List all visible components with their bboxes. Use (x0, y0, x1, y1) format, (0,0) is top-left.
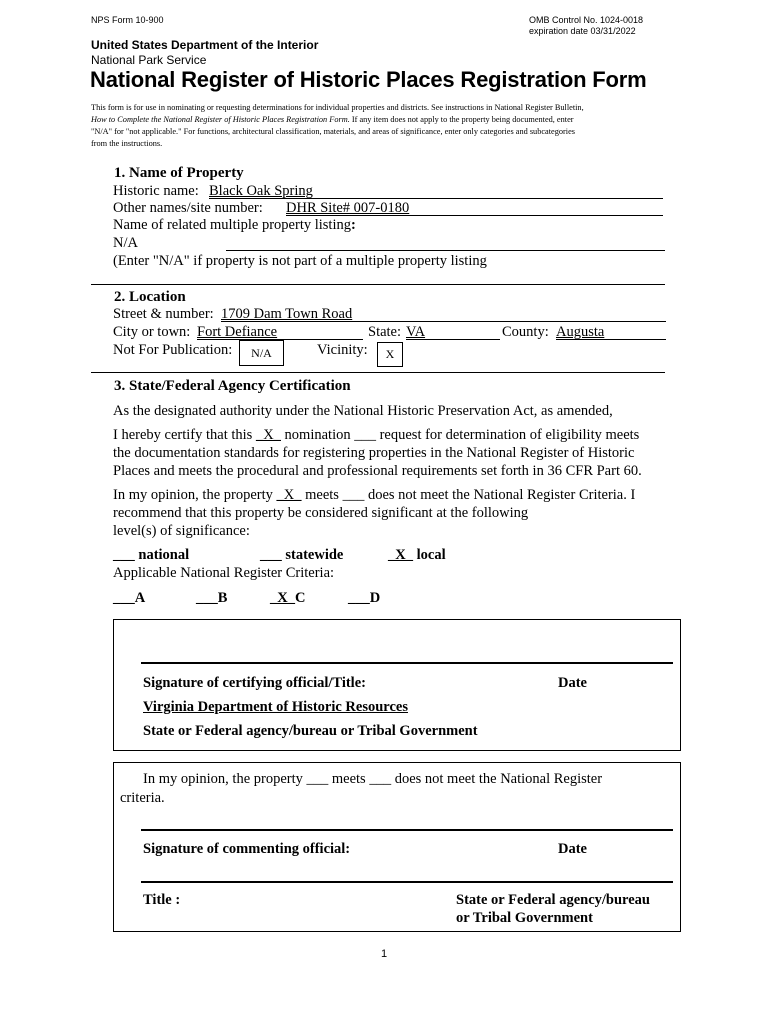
county-value: Augusta (556, 324, 605, 340)
section2-heading: 2. Location (114, 289, 186, 305)
commenting-signature-line[interactable] (141, 829, 673, 831)
certification-paragraph (113, 426, 642, 480)
intro-line-2 (91, 114, 691, 126)
comment-opinion-line-2: criteria. (120, 790, 165, 806)
intro-line-2-rest: If any item does not apply to the property being documented, enter (349, 115, 574, 124)
street-value: 1709 Dam Town Road (221, 306, 353, 322)
certification-line-2: the documentation standards for registering properties in the National Register of Historic (113, 445, 635, 461)
commenting-title-line[interactable] (141, 881, 673, 883)
city-field[interactable] (197, 323, 363, 340)
comment-opinion-line-1: In my opinion, the property ___ meets ___ does not meet the National Register (143, 771, 603, 787)
intro-line-1: This form is for use in nominating or requesting determinations for individual properties and districts. See instructions in National Register Bulletin, (91, 103, 584, 112)
historic-name-label: Historic name: (113, 183, 199, 199)
authority-statement: As the designated authority under the National Historic Preservation Act, as amended, (113, 403, 613, 419)
intro-bulletin-title: How to Complete the National Register of Historic Places Registration Form. (91, 115, 350, 124)
related-listing-text: Name of related multiple property listing (113, 217, 351, 233)
opinion-line-3: level(s) of significance: (113, 523, 250, 539)
opinion-line-1 (113, 486, 635, 504)
city-value: Fort Defiance (197, 324, 278, 340)
meets-mark[interactable]: _X_ (276, 487, 302, 503)
criteria-c-mark: _X_ (270, 590, 295, 606)
other-names-label: Other names/site number: (113, 200, 263, 216)
commenting-signature-label: Signature of commenting official: (143, 841, 351, 857)
section-divider (91, 372, 665, 373)
certifying-signature-line[interactable] (141, 662, 673, 664)
intro-text (91, 102, 691, 150)
level-local-mark: _X_ (388, 547, 413, 563)
level-statewide[interactable]: ___ statewide (260, 547, 344, 563)
other-names-field[interactable] (286, 199, 663, 216)
omb-control-number: OMB Control No. 1024-0018 (529, 15, 644, 25)
related-listing-value: N/A (113, 235, 138, 251)
state-field[interactable] (406, 323, 500, 340)
level-national[interactable]: ___ national (113, 547, 190, 563)
commenting-agency-label (456, 891, 650, 927)
other-names-value: DHR Site# 007-0180 (286, 200, 410, 216)
opinion-text-a: In my opinion, the property (113, 487, 277, 503)
related-listing-field[interactable] (226, 234, 665, 251)
publication-box[interactable]: N/A (239, 340, 284, 366)
historic-name-value: Black Oak Spring (209, 183, 313, 199)
opinion-line-2: recommend that this property be considered significant at the following (113, 505, 529, 521)
related-listing-note: (Enter "N/A" if property is not part of a multiple property listing (113, 253, 487, 269)
criteria-b[interactable]: ___B (196, 590, 228, 606)
criteria-c[interactable] (270, 589, 305, 607)
opinion-paragraph (113, 486, 635, 540)
page-title: National Register of Historic Places Registration Form (90, 67, 647, 92)
section-divider (91, 284, 665, 285)
commenting-agency-line-2: or Tribal Government (456, 910, 593, 926)
certifying-agency-label: State or Federal agency/bureau or Tribal Government (143, 723, 478, 739)
criteria-d[interactable]: ___D (348, 590, 381, 606)
certification-text-b: nomination ___ request for determination of eligibility meets (280, 427, 640, 443)
state-label: State: (368, 324, 402, 340)
street-label: Street & number: (113, 306, 214, 322)
section3-heading: 3. State/Federal Agency Certification (114, 378, 351, 394)
historic-name-row (113, 182, 663, 200)
certification-line-1 (113, 426, 642, 444)
certification-text-a: I hereby certify that this (113, 427, 256, 443)
publication-label: Not For Publication: (113, 342, 233, 358)
opinion-text-b: meets ___ does not meet the National Register Criteria. I (301, 487, 636, 503)
related-listing-label (113, 216, 356, 234)
related-listing-colon: : (350, 217, 356, 233)
commenting-title-label: Title : (143, 892, 181, 908)
street-row (113, 305, 666, 323)
city-label: City or town: (113, 324, 191, 340)
intro-line-4: from the instructions. (91, 139, 163, 148)
county-label: County: (502, 324, 549, 340)
omb-control (529, 15, 643, 37)
historic-name-field[interactable] (209, 182, 663, 199)
street-field[interactable] (221, 305, 666, 322)
vicinity-label: Vicinity: (317, 342, 368, 358)
certification-line-3: Places and meets the procedural and professional requirements set forth in 36 CFR Part 60. (113, 463, 642, 479)
related-listing-row (113, 234, 665, 252)
intro-line-3: "N/A" for "not applicable." For functions, architectural classification, materials, and areas of significance, enter only categories and subcategories (91, 127, 575, 136)
service: National Park Service (91, 53, 207, 67)
certifying-date-label: Date (558, 675, 587, 691)
expiration-date: expiration date 03/31/2022 (529, 26, 636, 36)
county-field[interactable] (556, 323, 666, 340)
city-row (113, 323, 666, 341)
page-number: 1 (381, 948, 388, 960)
criteria-label: Applicable National Register Criteria: (113, 565, 335, 581)
section1-heading: 1. Name of Property (114, 165, 244, 181)
nomination-mark[interactable]: _X_ (255, 427, 281, 443)
certifying-signature-label: Signature of certifying official/Title: (143, 675, 366, 691)
commenting-date-label: Date (558, 841, 587, 857)
form-number: NPS Form 10-900 (91, 15, 164, 25)
criteria-c-label: C (294, 590, 306, 606)
level-local[interactable] (388, 546, 446, 564)
vicinity-box[interactable]: X (377, 342, 403, 367)
state-value: VA (406, 324, 426, 340)
certifying-agency-value: Virginia Department of Historic Resources (143, 699, 408, 715)
department: United States Department of the Interior (91, 38, 319, 52)
other-names-row (113, 199, 663, 217)
level-local-label: local (412, 547, 446, 563)
criteria-a[interactable]: ___A (113, 590, 146, 606)
commenting-agency-line-1: State or Federal agency/bureau (456, 892, 650, 908)
